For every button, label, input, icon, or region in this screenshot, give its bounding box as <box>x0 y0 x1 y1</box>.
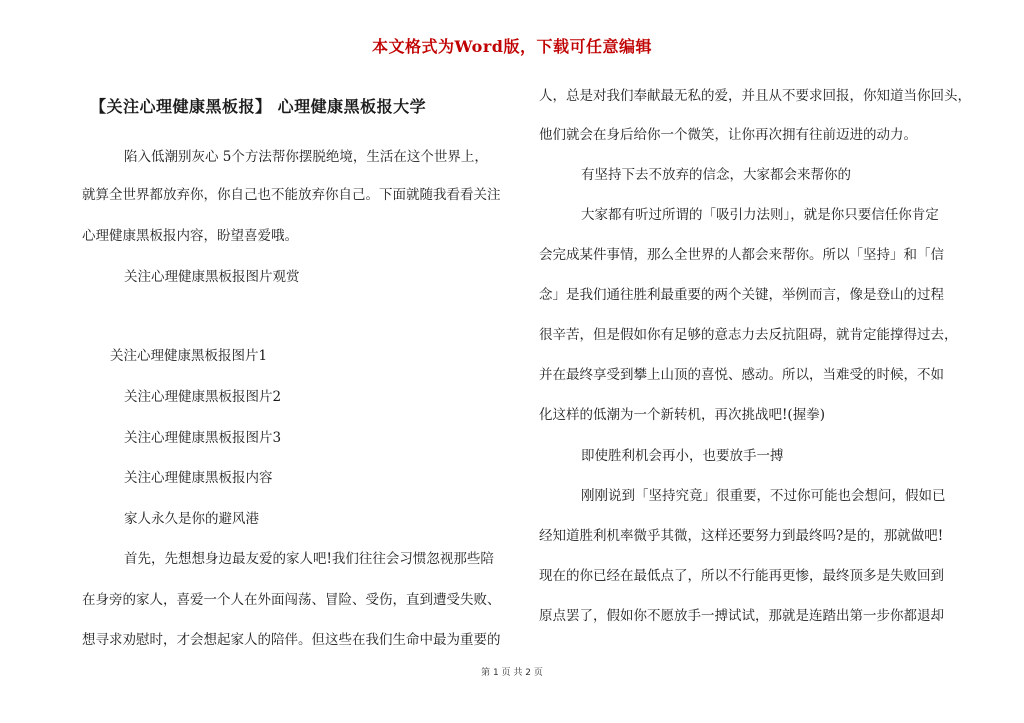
paragraph-line: 陷入低潮别灰心 5个方法帮你摆脱绝境，生活在这个世界上， <box>124 149 488 165</box>
paragraph-line: 刚刚说到「坚持究竟」很重要，不过你可能也会想问，假如已 <box>581 488 946 504</box>
paragraph-line: 很辛苦，但是假如你有足够的意志力去反抗阻碍，就肯定能撑得过去， <box>539 327 958 343</box>
image-caption: 关注心理健康黑板报图片1 <box>110 348 268 364</box>
format-banner: 本文格式为Word版，下载可任意编辑 <box>372 37 652 56</box>
paragraph-line: 并在最终享受到攀上山顶的喜悦、感动。所以，当难受的时候，不如 <box>539 367 944 383</box>
paragraph-line: 他们就会在身后给你一个微笑，让你再次拥有往前迈进的动力。 <box>539 127 917 143</box>
paragraph-line: 想寻求劝慰时，才会想起家人的陪伴。但这些在我们生命中最为重要的 <box>82 632 501 648</box>
image-caption: 关注心理健康黑板报图片2 <box>124 389 282 405</box>
paragraph-line: 原点罢了，假如你不愿放手一搏试试，那就是连踏出第一步你都退却 <box>539 608 944 624</box>
paragraph-line: 大家都有听过所谓的「吸引力法则」，就是你只要信任你肯定 <box>581 207 939 223</box>
paragraph-line: 就算全世界都放弃你，你自己也不能放弃你自己。下面就随我看看关注 <box>82 187 501 203</box>
paragraph-line: 人，总是对我们奉献最无私的爱，并且从不要求回报，你知道当你回头， <box>539 88 971 104</box>
image-caption: 关注心理健康黑板报图片3 <box>124 430 282 446</box>
subheading: 即使胜利机会再小，也要放手一搏 <box>581 448 784 464</box>
paragraph-line: 首先，先想想身边最友爱的家人吧!我们往往会习惯忽视那些陪 <box>124 551 494 567</box>
section-heading: 关注心理健康黑板报图片观赏 <box>124 269 300 285</box>
paragraph-line: 现在的你已经在最低点了，所以不行能再更惨，最终顶多是失败回到 <box>539 568 944 584</box>
paragraph-line: 化这样的低潮为一个新转机，再次挑战吧!(握拳) <box>539 407 825 423</box>
subheading: 家人永久是你的避风港 <box>124 511 259 527</box>
paragraph-line: 念」是我们通往胜利最重要的两个关键，举例而言，像是登山的过程 <box>539 287 944 303</box>
paragraph-line: 心理健康黑板报内容，盼望喜爱哦。 <box>82 228 298 244</box>
paragraph-line: 会完成某件事情，那么全世界的人都会来帮你。所以「坚持」和「信 <box>539 247 944 263</box>
paragraph-line: 经知道胜利机率微乎其微，这样还要努力到最终吗?是的，那就做吧! <box>539 528 944 544</box>
document-title: 【关注心理健康黑板报】 心理健康黑板报大学 <box>90 97 427 116</box>
paragraph-line: 在身旁的家人，喜爱一个人在外面闯荡、冒险、受伤，直到遭受失败、 <box>82 592 501 608</box>
subheading: 有坚持下去不放弃的信念，大家都会来帮你的 <box>581 167 851 183</box>
section-heading: 关注心理健康黑板报内容 <box>124 470 273 486</box>
page-number-footer: 第 1 页 共 2 页 <box>481 668 543 678</box>
